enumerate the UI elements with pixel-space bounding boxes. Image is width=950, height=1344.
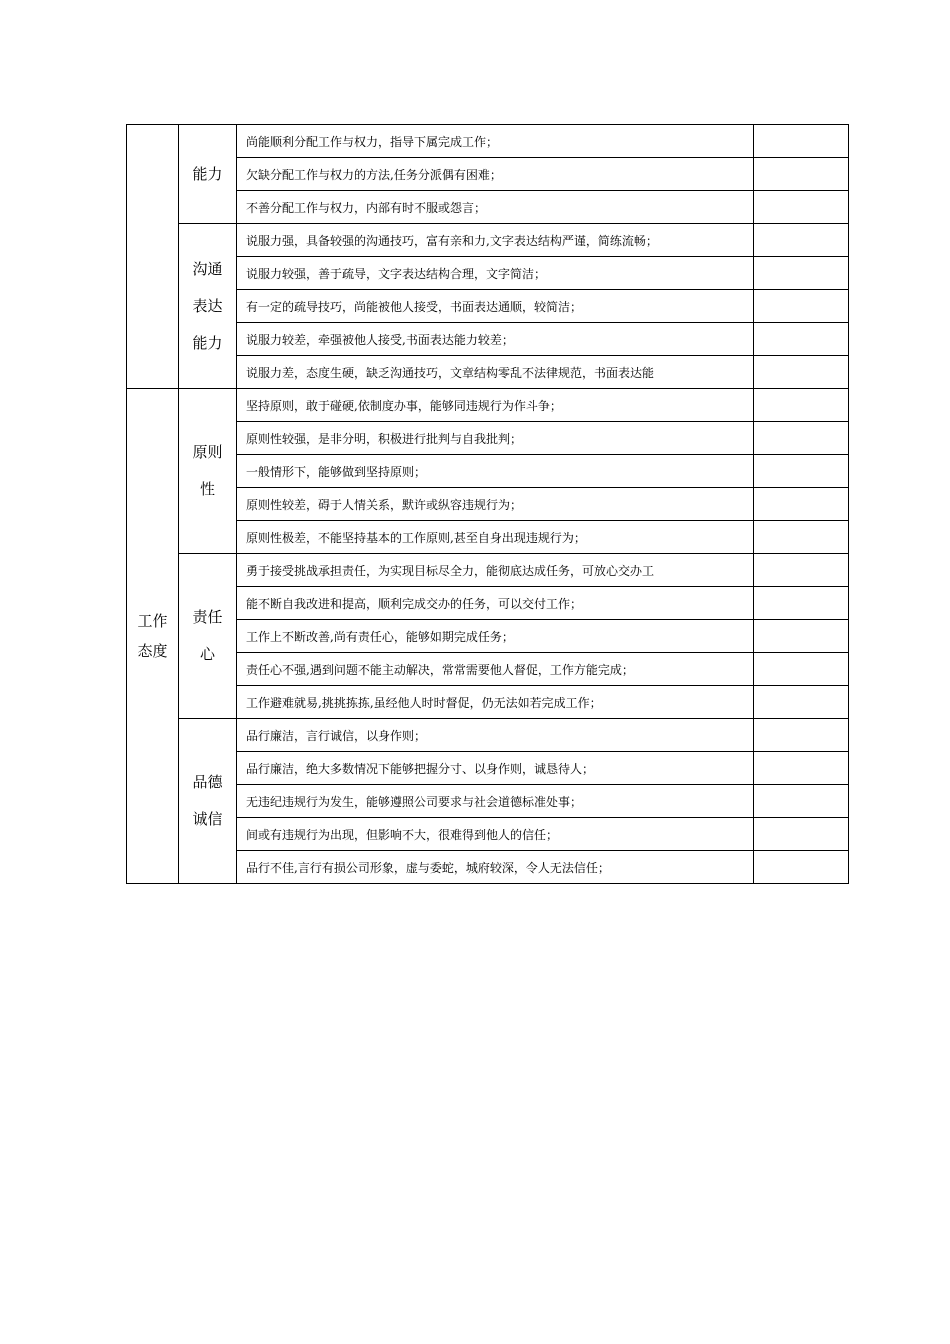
subcategory-label-line: 沟通 (192, 259, 223, 278)
table-row (127, 719, 849, 752)
criterion-text: 有一定的疏导技巧，尚能被他人接受，书面表达通顺，较简洁； (237, 290, 754, 323)
subcategory-label-line: 表达 (192, 296, 223, 315)
criterion-text: 一般情形下，能够做到坚持原则； (237, 455, 754, 488)
subcategory-label-line: 性 (199, 480, 215, 498)
criterion-text: 品行不佳,言行有损公司形象，虚与委蛇，城府较深，令人无法信任； (237, 851, 754, 884)
category-cell-work-attitude (127, 389, 179, 884)
score-cell[interactable] (754, 785, 849, 818)
subcategory-label-line: 原则 (192, 443, 223, 461)
criterion-text: 责任心不强,遇到问题不能主动解决，常常需要他人督促，工作方能完成； (237, 653, 754, 686)
criterion-text: 能不断自我改进和提高，顺利完成交办的任务，可以交付工作； (237, 587, 754, 620)
score-cell[interactable] (754, 125, 849, 158)
score-cell[interactable] (754, 158, 849, 191)
category-label-line: 态度 (137, 642, 168, 660)
score-cell[interactable] (754, 851, 849, 884)
score-cell[interactable] (754, 554, 849, 587)
criterion-text: 说服力较差，牵强被他人接受,书面表达能力较差； (237, 323, 754, 356)
score-cell[interactable] (754, 257, 849, 290)
score-cell[interactable] (754, 488, 849, 521)
score-cell[interactable] (754, 323, 849, 356)
subcategory-cell-responsibility (179, 554, 237, 719)
criterion-text: 原则性较强，是非分明，积极进行批判与自我批判； (237, 422, 754, 455)
score-cell[interactable] (754, 389, 849, 422)
score-cell[interactable] (754, 587, 849, 620)
subcategory-cell-integrity (179, 719, 237, 884)
criterion-text: 间或有违规行为出现，但影响不大，很难得到他人的信任； (237, 818, 754, 851)
criterion-text: 说服力强，具备较强的沟通技巧，富有亲和力,文字表达结构严谨，简练流畅； (237, 224, 754, 257)
table-row (127, 125, 849, 158)
criterion-text: 无违纪违规行为发生，能够遵照公司要求与社会道德标准处事； (237, 785, 754, 818)
score-cell[interactable] (754, 653, 849, 686)
criterion-text: 品行廉洁，绝大多数情况下能够把握分寸、以身作则，诚恳待人； (237, 752, 754, 785)
score-cell[interactable] (754, 521, 849, 554)
criterion-text: 原则性较差，碍于人情关系，默许或纵容违规行为； (237, 488, 754, 521)
subcategory-label-line: 心 (199, 645, 215, 663)
criterion-text: 勇于接受挑战承担责任，为实现目标尽全力，能彻底达成任务，可放心交办工 (237, 554, 754, 587)
table-row (127, 389, 849, 422)
criterion-text: 工作避难就易,挑挑拣拣,虽经他人时时督促，仍无法如若完成工作； (237, 686, 754, 719)
criterion-text: 尚能顺利分配工作与权力，指导下属完成工作； (237, 125, 754, 158)
criterion-text: 不善分配工作与权力，内部有时不服或怨言； (237, 191, 754, 224)
criterion-text: 说服力较强，善于疏导，文字表达结构合理，文字简洁； (237, 257, 754, 290)
evaluation-table (126, 124, 849, 884)
criterion-text: 原则性极差，不能坚持基本的工作原则,甚至自身出现违规行为； (237, 521, 754, 554)
score-cell[interactable] (754, 224, 849, 257)
evaluation-table-body (127, 125, 849, 884)
score-cell[interactable] (754, 620, 849, 653)
criterion-text: 工作上不断改善,尚有责任心，能够如期完成任务； (237, 620, 754, 653)
score-cell[interactable] (754, 719, 849, 752)
subcategory-label-line: 能力 (192, 164, 223, 183)
subcategory-label-line: 能力 (192, 333, 223, 352)
criterion-text: 说服力差，态度生硬，缺乏沟通技巧，文章结构零乱不法律规范，书面表达能 (237, 356, 754, 389)
score-cell[interactable] (754, 818, 849, 851)
subcategory-label-line: 责任 (192, 608, 223, 626)
criterion-text: 欠缺分配工作与权力的方法,任务分派偶有困难； (237, 158, 754, 191)
score-cell[interactable] (754, 752, 849, 785)
score-cell[interactable] (754, 356, 849, 389)
table-row (127, 224, 849, 257)
score-cell[interactable] (754, 290, 849, 323)
score-cell[interactable] (754, 686, 849, 719)
subcategory-label-line: 诚信 (192, 810, 223, 828)
subcategory-label-line: 品德 (192, 773, 223, 791)
category-cell-continued (127, 125, 179, 389)
subcategory-cell-ability (179, 125, 237, 224)
score-cell[interactable] (754, 191, 849, 224)
subcategory-cell-communication (179, 224, 237, 389)
table-row (127, 554, 849, 587)
criterion-text: 品行廉洁，言行诚信，以身作则； (237, 719, 754, 752)
category-label-line: 工作 (137, 612, 168, 630)
score-cell[interactable] (754, 455, 849, 488)
score-cell[interactable] (754, 422, 849, 455)
subcategory-cell-principle (179, 389, 237, 554)
criterion-text: 坚持原则，敢于碰硬,依制度办事，能够同违规行为作斗争； (237, 389, 754, 422)
